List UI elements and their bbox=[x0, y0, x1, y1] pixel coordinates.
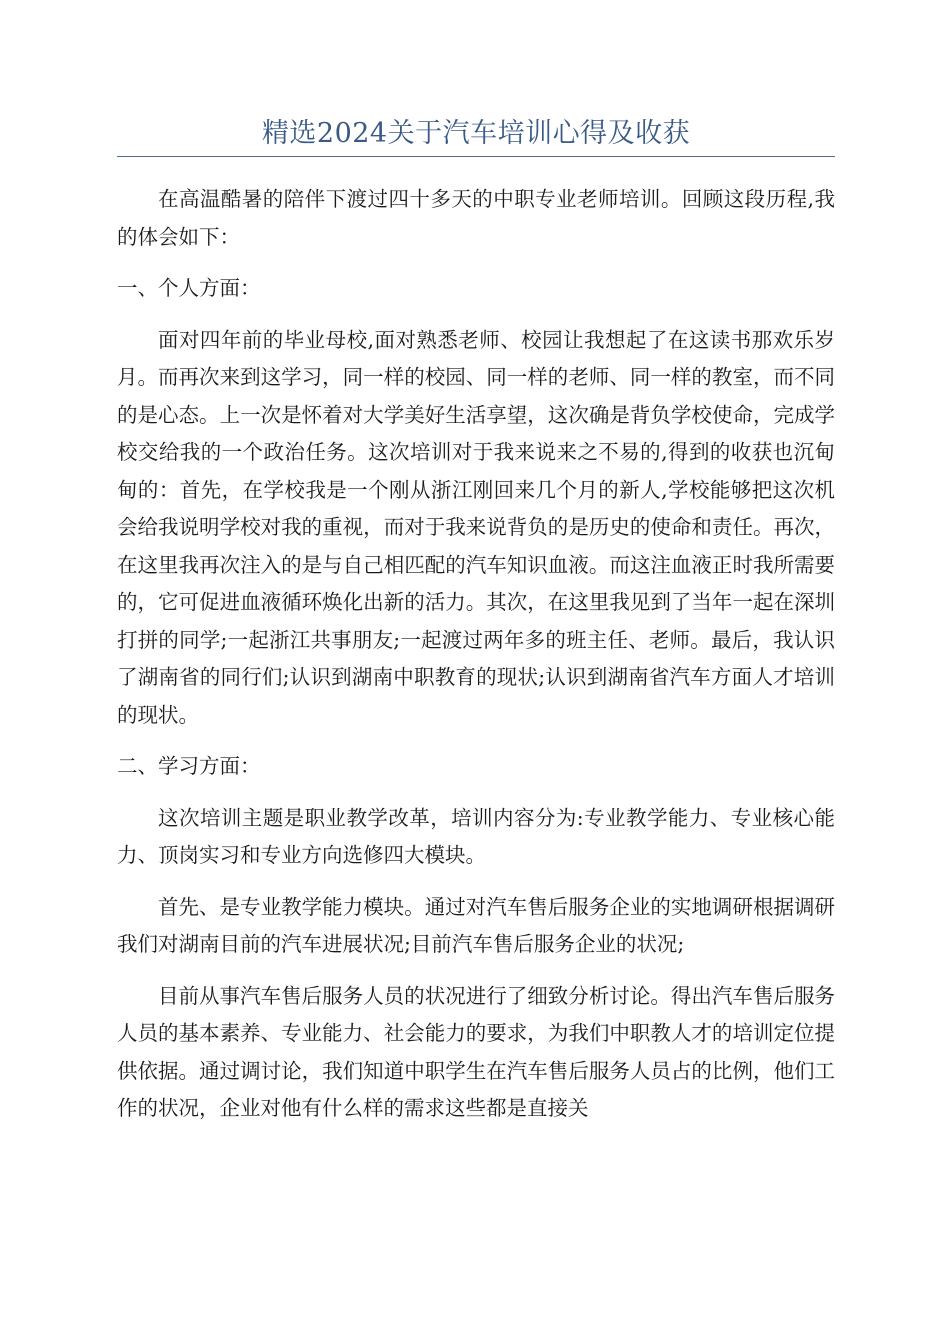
paragraph-teaching-module: 首先、是专业教学能力模块。通过对汽车售后服务企业的实地调研根据调研我们对湖南目前的汽车进展状况;目前汽车售后服务企业的状况; bbox=[117, 894, 835, 956]
title-underline bbox=[117, 156, 835, 157]
paragraph-personal: 面对四年前的毕业母校,面对熟悉老师、校园让我想起了在这读书那欢乐岁月。而再次来到这学习，同一样的校园、同一样的老师、同一样的教室，而不同的是心态。上一次是怀着对大学美好生活享望，这次确是背负学校使命，完成学校交给我的一个政治任务。这次培训对于我来说来之不易的,得到的收获也沉甸甸的：首先，在学校我是一个刚从浙江刚回来几个月的新人,学校能够把这次机会给我说明学校对我的重视，而对于我来说背负的是历史的使命和责任。再次，在这里我再次注入的是与自己相匹配的汽车知识血液。而这注血液正时我所需要的，它可促进血液循环焕化出新的活力。其次，在这里我见到了当年一起在深圳打拼的同学;一起浙江共事朋友;一起渡过两年多的班主任、老师。最后，我认识了湖南省的同行们;认识到湖南中职教育的现状;认识到湖南省汽车方面人才培训的现状。 bbox=[117, 327, 835, 727]
paragraph-training-topic: 这次培训主题是职业教学改革，培训内容分为:专业教学能力、专业核心能力、顶岗实习和专业方向选修四大模块。 bbox=[117, 805, 835, 867]
section-heading-personal: 一、个人方面： bbox=[117, 276, 261, 300]
paragraph-service-analysis: 目前从事汽车售后服务人员的状况进行了细致分析讨论。得出汽车售后服务人员的基本素养、专业能力、社会能力的要求，为我们中职教人才的培训定位提供依据。通过调讨论，我们知道中职学生在汽车售后服务人员占的比例，他们工作的状况，企业对他有什么样的需求这些都是直接关 bbox=[117, 983, 835, 1120]
section-heading-study: 二、学习方面： bbox=[117, 754, 261, 778]
paragraph-intro: 在高温酷暑的陪伴下渡过四十多天的中职专业老师培训。回顾这段历程,我的体会如下： bbox=[117, 187, 835, 249]
document-title: 精选2024关于汽车培训心得及收获 bbox=[261, 118, 691, 149]
document-page bbox=[117, 0, 835, 1142]
document-body bbox=[117, 181, 835, 1128]
